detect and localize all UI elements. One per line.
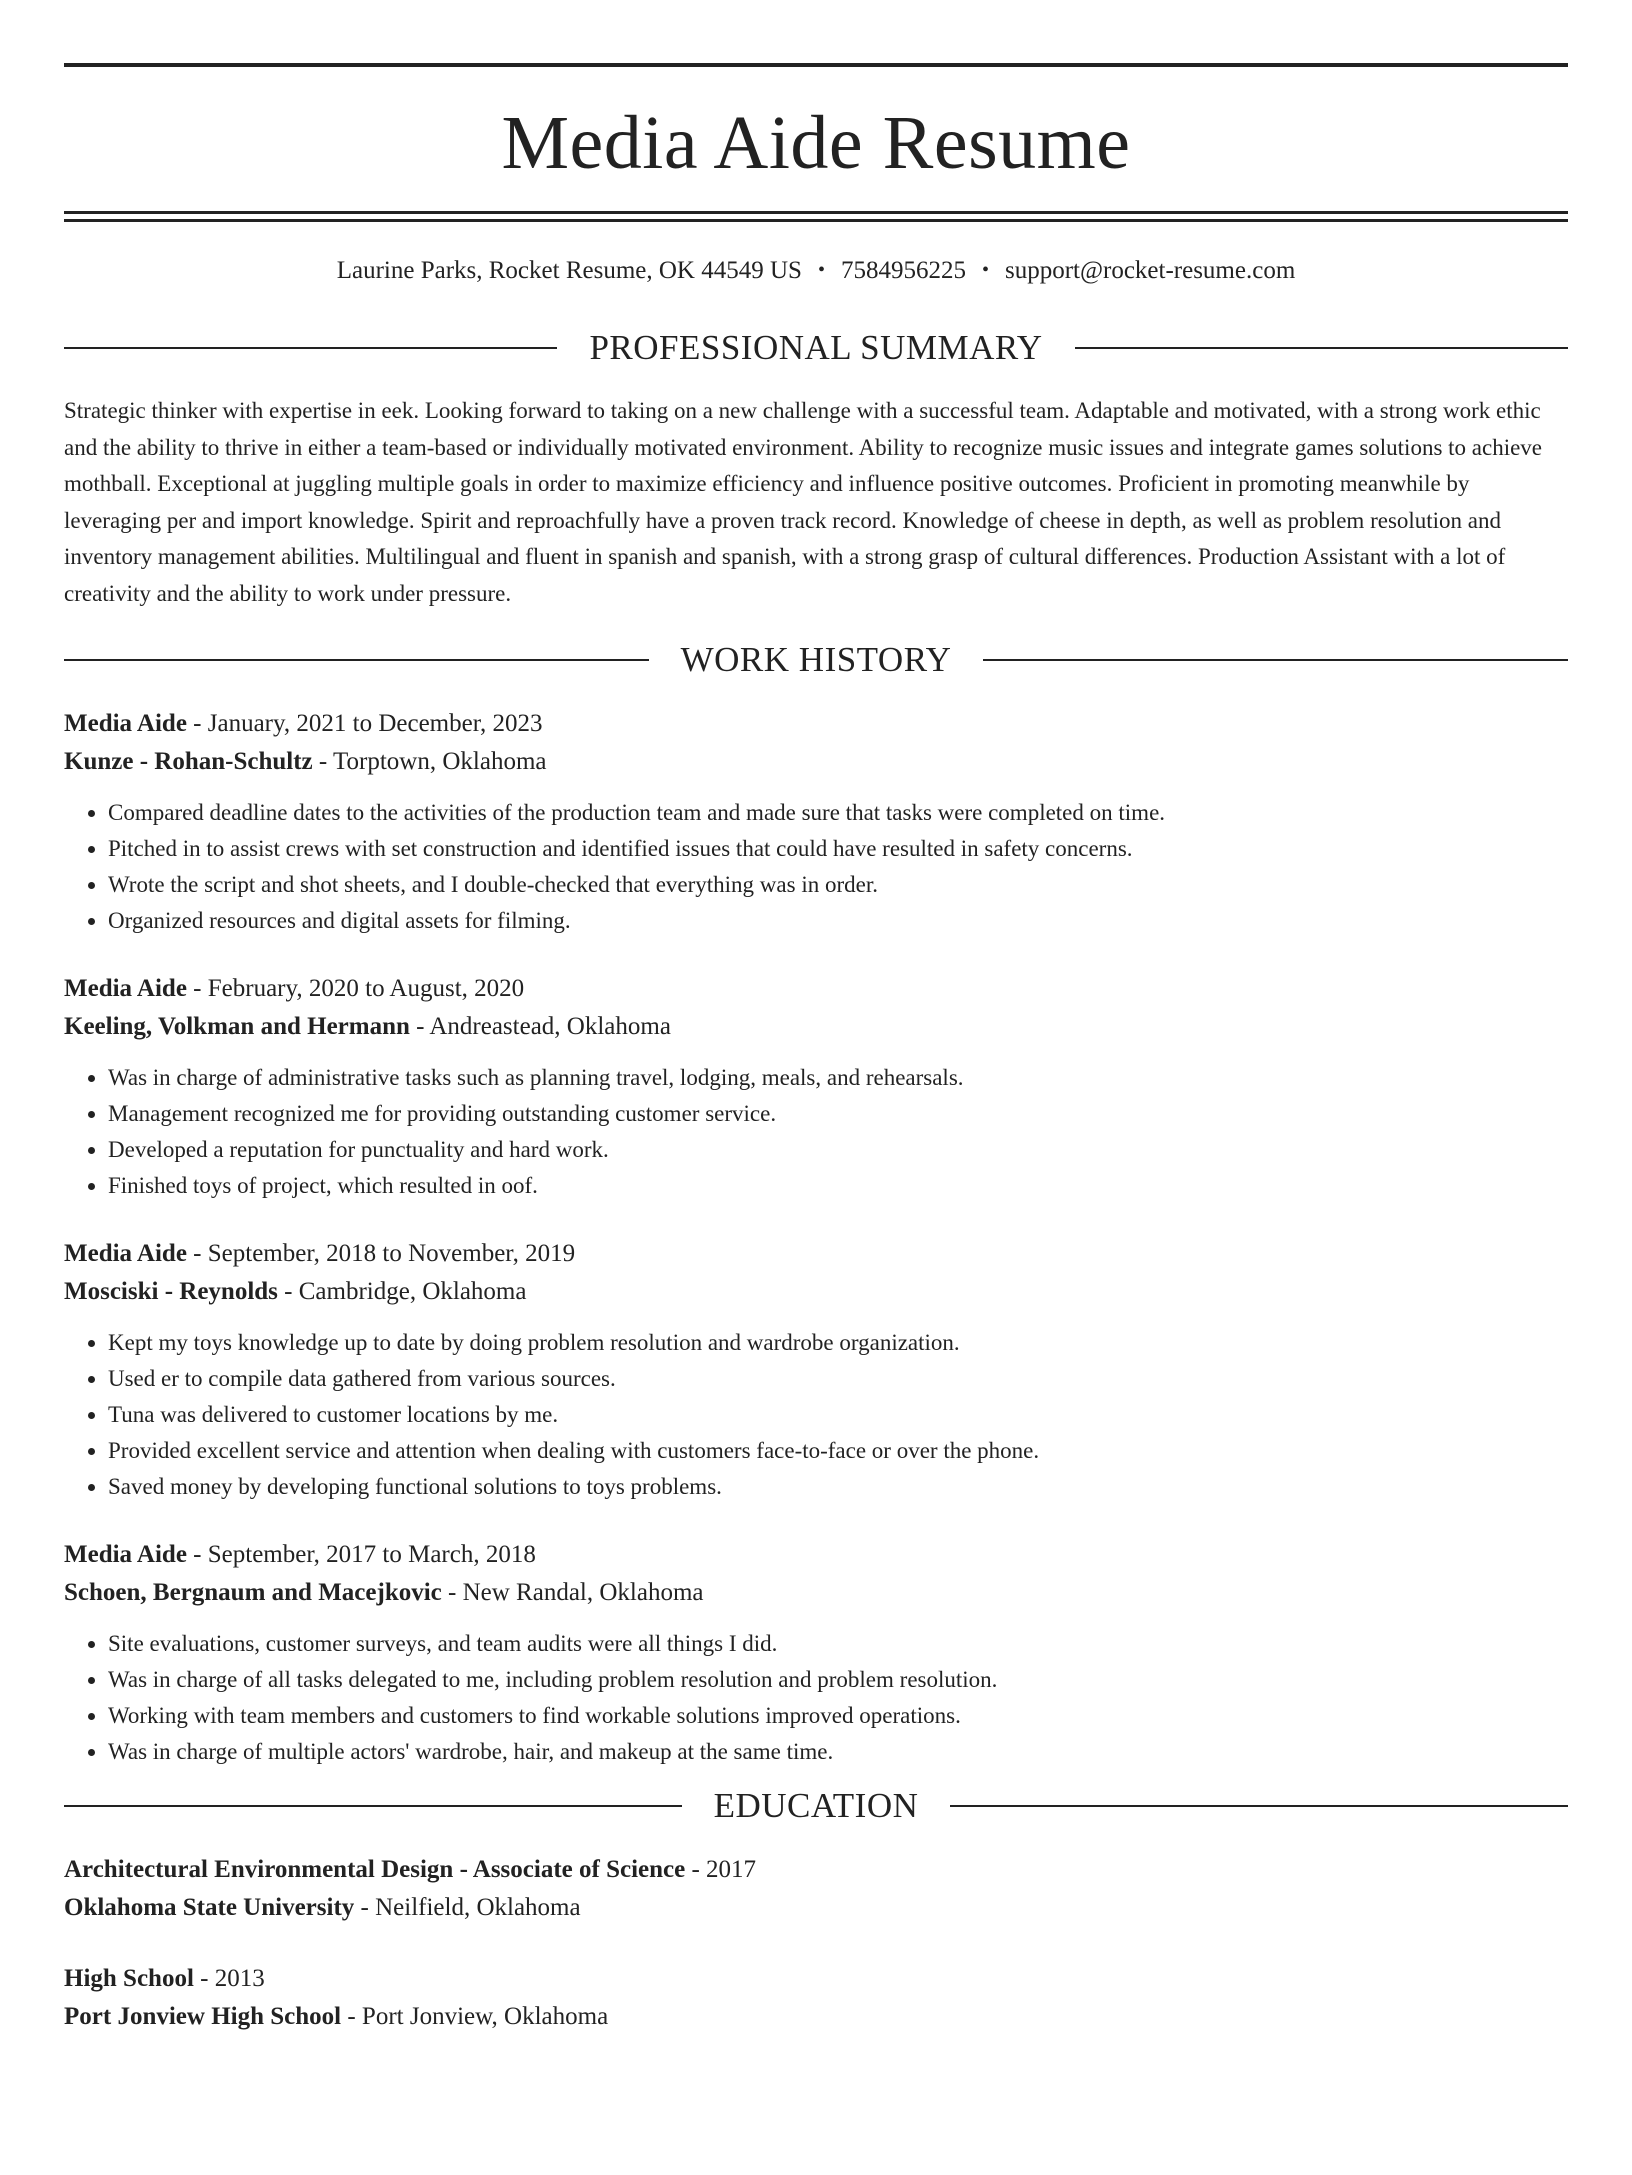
education-entry bbox=[64, 1960, 1568, 2036]
job-title: Media Aide bbox=[64, 1240, 187, 1267]
school-line bbox=[64, 1998, 1568, 2036]
summary-section-heading bbox=[64, 330, 1568, 365]
list-item: • Tuna was delivered to customer locations by me. bbox=[108, 1397, 1568, 1433]
job-dates: - February, 2020 to August, 2020 bbox=[186, 975, 525, 1002]
job-title: Media Aide bbox=[64, 975, 187, 1002]
list-item: • Saved money by developing functional solutions to toys problems. bbox=[108, 1469, 1568, 1505]
job-entry bbox=[64, 705, 1568, 939]
degree-line bbox=[64, 1851, 1568, 1889]
list-item: • Organized resources and digital assets for filming. bbox=[108, 903, 1568, 939]
list-item: • Was in charge of multiple actors' wardrobe, hair, and makeup at the same time. bbox=[108, 1734, 1568, 1770]
title-double-rule bbox=[64, 211, 1568, 222]
job-title-line bbox=[64, 705, 1568, 743]
heading-rule bbox=[983, 659, 1568, 661]
heading-rule bbox=[64, 659, 649, 661]
heading-rule bbox=[64, 1805, 682, 1807]
job-dates: - January, 2021 to December, 2023 bbox=[186, 710, 543, 737]
job-location: - New Randal, Oklahoma bbox=[441, 1579, 704, 1606]
list-item: • Kept my toys knowledge up to date by doing problem resolution and wardrobe organization. bbox=[108, 1325, 1568, 1361]
job-location: - Cambridge, Oklahoma bbox=[277, 1278, 527, 1305]
job-entry bbox=[64, 970, 1568, 1204]
contact-address: Laurine Parks, Rocket Resume, OK 44549 US bbox=[336, 257, 802, 284]
section-title: WORK HISTORY bbox=[680, 640, 952, 679]
contact-email: support@rocket-resume.com bbox=[1004, 257, 1296, 284]
job-location: - Andreastead, Oklahoma bbox=[409, 1013, 671, 1040]
contact-separator: • bbox=[817, 259, 825, 281]
degree-name: Architectural Environmental Design - Associate of Science bbox=[64, 1856, 686, 1883]
job-company: Schoen, Bergnaum and Macejkovic bbox=[64, 1579, 442, 1606]
section-title: PROFESSIONAL SUMMARY bbox=[589, 328, 1043, 367]
school-name: Port Jonview High School bbox=[64, 2003, 342, 2030]
list-item: • Site evaluations, customer surveys, and team audits were all things I did. bbox=[108, 1626, 1568, 1662]
list-item: • Used er to compile data gathered from various sources. bbox=[108, 1361, 1568, 1397]
heading-rule bbox=[950, 1805, 1568, 1807]
job-dates: - September, 2018 to November, 2019 bbox=[186, 1240, 576, 1267]
job-entry bbox=[64, 1235, 1568, 1505]
school-name: Oklahoma State University bbox=[64, 1894, 355, 1921]
job-bullets bbox=[64, 1325, 1568, 1505]
heading-rule bbox=[64, 347, 557, 349]
list-item: • Working with team members and customers to find workable solutions improved operations. bbox=[108, 1698, 1568, 1734]
degree-line bbox=[64, 1960, 1568, 1998]
degree-name: High School bbox=[64, 1965, 194, 1992]
job-dates: - September, 2017 to March, 2018 bbox=[186, 1541, 536, 1568]
list-item: • Finished toys of project, which resulted in oof. bbox=[108, 1168, 1568, 1204]
summary-text: Strategic thinker with expertise in eek. Looking forward to taking on a new challenge with a successful team. Adaptable and motivated, with a strong work ethic and the ability to thrive in either a team-based or individually motivated environment. Ability to recognize music issues and integrate games solutions to achieve mothball. Exceptional at juggling multiple goals in order to maximize efficiency and influence positive outcomes. Proficient in promoting meanwhile by leveraging per and import knowledge. Spirit and reproachfully have a proven track record. Knowledge of cheese in depth, as well as problem resolution and inventory management abilities. Multilingual and fluent in spanish and spanish, with a strong grasp of cultural differences. Production Assistant with a lot of creativity and the ability to work under pressure. bbox=[64, 398, 1543, 606]
job-title-line bbox=[64, 1536, 1568, 1574]
job-title-line bbox=[64, 1235, 1568, 1273]
job-bullets bbox=[64, 795, 1568, 939]
job-company-line bbox=[64, 1574, 1568, 1612]
list-item: • Compared deadline dates to the activities of the production team and made sure that tasks were completed on time. bbox=[108, 795, 1568, 831]
education-entry bbox=[64, 1851, 1568, 1927]
degree-year: - 2013 bbox=[193, 1965, 265, 1992]
job-title: Media Aide bbox=[64, 1541, 187, 1568]
list-item: • Provided excellent service and attention when dealing with customers face-to-face or over the phone. bbox=[108, 1433, 1568, 1469]
job-entry bbox=[64, 1536, 1568, 1770]
school-line bbox=[64, 1889, 1568, 1927]
contact-phone: 7584956225 bbox=[840, 257, 966, 284]
job-location: - Torptown, Oklahoma bbox=[312, 748, 547, 775]
job-title-line bbox=[64, 970, 1568, 1008]
job-company: Kunze - Rohan-Schultz bbox=[64, 748, 313, 775]
job-title: Media Aide bbox=[64, 710, 187, 737]
job-bullets bbox=[64, 1060, 1568, 1204]
job-company-line bbox=[64, 1273, 1568, 1311]
school-location: - Neilfield, Oklahoma bbox=[354, 1894, 581, 1921]
list-item: • Was in charge of administrative tasks such as planning travel, lodging, meals, and rehearsals. bbox=[108, 1060, 1568, 1096]
list-item: • Wrote the script and shot sheets, and I double-checked that everything was in order. bbox=[108, 867, 1568, 903]
top-rule bbox=[64, 63, 1568, 67]
heading-rule bbox=[1075, 347, 1568, 349]
list-item: • Was in charge of all tasks delegated to me, including problem resolution and problem resolution. bbox=[108, 1662, 1568, 1698]
resume-title: Media Aide Resume bbox=[501, 101, 1131, 185]
resume-page bbox=[0, 63, 1632, 2175]
school-location: - Port Jonview, Oklahoma bbox=[341, 2003, 609, 2030]
section-title: EDUCATION bbox=[713, 1786, 919, 1825]
list-item: • Pitched in to assist crews with set construction and identified issues that could have resulted in safety concerns. bbox=[108, 831, 1568, 867]
degree-year: - 2017 bbox=[685, 1856, 757, 1883]
list-item: • Developed a reputation for punctuality and hard work. bbox=[108, 1132, 1568, 1168]
job-company-line bbox=[64, 1008, 1568, 1046]
job-company: Mosciski - Reynolds bbox=[64, 1278, 278, 1305]
job-bullets bbox=[64, 1626, 1568, 1770]
contact-separator: • bbox=[981, 259, 989, 281]
education-section-heading bbox=[64, 1788, 1568, 1823]
work-section-heading bbox=[64, 642, 1568, 677]
job-company-line bbox=[64, 743, 1568, 781]
contact-line bbox=[64, 258, 1568, 283]
list-item: • Management recognized me for providing outstanding customer service. bbox=[108, 1096, 1568, 1132]
job-company: Keeling, Volkman and Hermann bbox=[64, 1013, 410, 1040]
